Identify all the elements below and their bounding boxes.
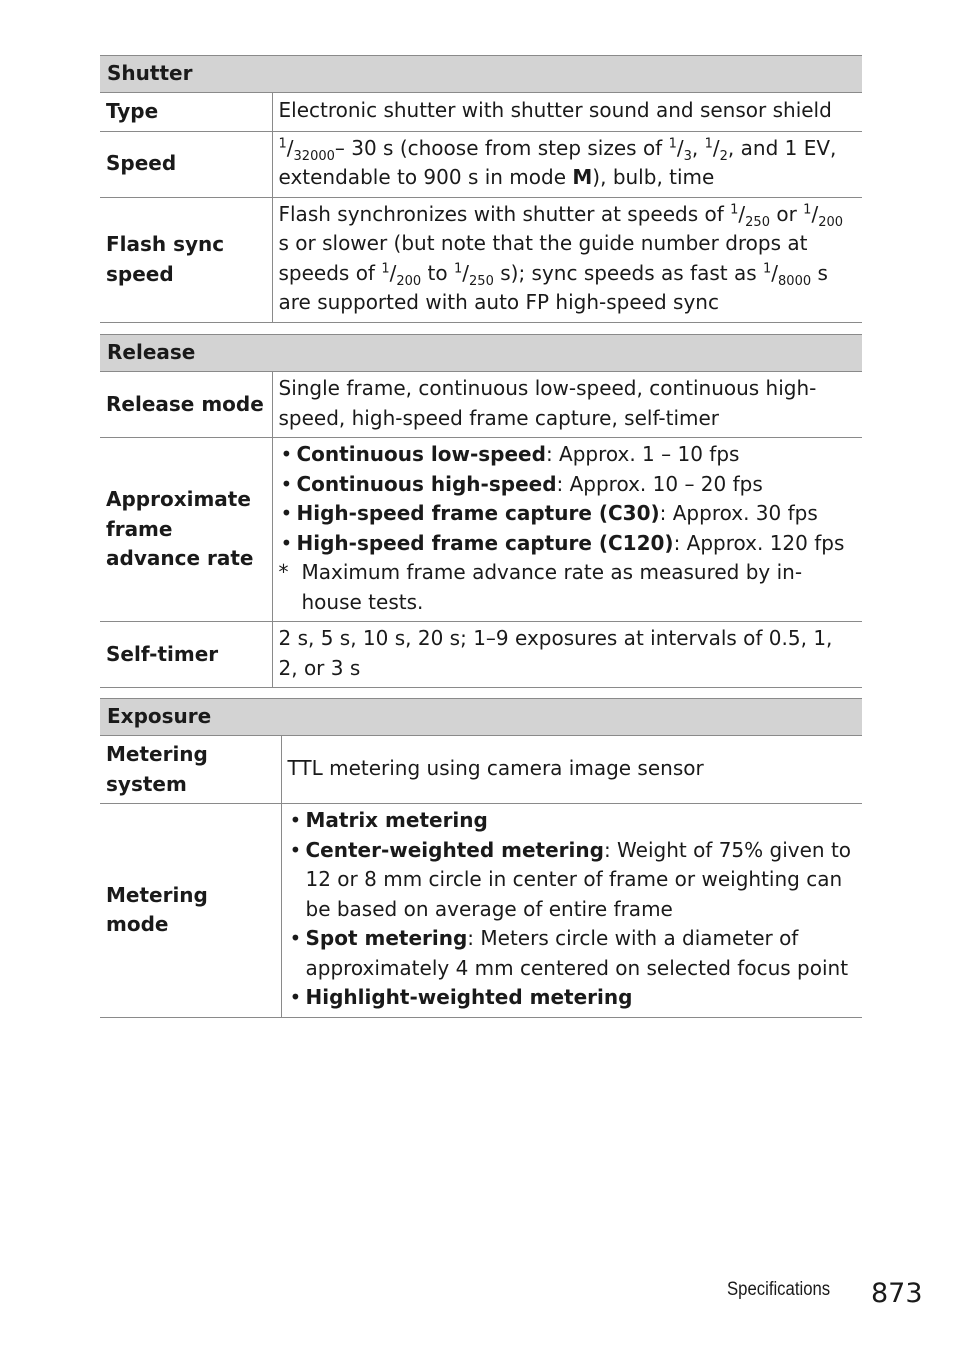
speed-value: $^1/_{32000}-$ 30 s (choose from step sizes of $^1/_3$, $^1/_2$, and 1 EV, extendable to 900 s in mode M), bulb, time	[272, 131, 862, 197]
flash-sync-label: Flash sync speed	[100, 197, 272, 322]
release-section-header	[100, 335, 862, 372]
list-item: • Continuous high-speed: Approx. 10 – 20 fps	[279, 470, 857, 500]
type-value: Electronic shutter with shutter sound and sensor shield	[272, 93, 862, 132]
list-item: • High-speed frame capture (C120): Approx. 120 fps	[279, 529, 857, 559]
frame-rate-note: * Maximum frame advance rate as measured by in-house tests.	[278, 560, 803, 614]
table-row	[100, 438, 862, 622]
speed-label: Speed	[100, 131, 272, 197]
metering-mode-label: Metering mode	[100, 804, 281, 1018]
frame-rate-list	[279, 440, 857, 558]
list-item: • Continuous low-speed: Approx. 1 – 10 fps	[279, 440, 857, 470]
exposure-section-header	[100, 699, 862, 736]
table-row	[100, 93, 862, 132]
table-row	[100, 736, 862, 804]
self-timer-label: Self-timer	[100, 622, 272, 688]
shutter-section-header	[100, 56, 862, 93]
table-row	[100, 197, 862, 322]
release-mode-value: Single frame, continuous low-speed, continuous high-speed, high-speed frame capture, self-timer	[272, 372, 862, 438]
release-mode-label: Release mode	[100, 372, 272, 438]
metering-system-label: Metering system	[100, 736, 281, 804]
table-row	[100, 131, 862, 197]
table-row	[100, 804, 862, 1018]
metering-mode-list	[288, 806, 857, 1013]
flash-sync-value: Flash synchronizes with shutter at speeds of $^1/_{250}$ or $^1/_{200}$ s or slower (but note that the guide number drops at speeds of $^1/_{200}$ to $^1/_{250}$ s); sync speeds as fast as $^1/_{8000}$ s are supported with auto FP high-speed sync	[272, 197, 862, 322]
list-item: • Matrix metering	[288, 806, 857, 836]
self-timer-value: 2 s, 5 s, 10 s, 20 s; 1–9 exposures at intervals of 0.5, 1, 2, or 3 s	[272, 622, 862, 688]
list-item: • Center-weighted metering: Weight of 75% given to 12 or 8 mm circle in center of frame or weighting can be based on average of entire frame	[288, 836, 857, 925]
metering-system-value: TTL metering using camera image sensor	[281, 736, 862, 804]
frame-rate-label: Approximate frame advance rate	[100, 438, 272, 622]
exposure-title: Exposure	[100, 699, 862, 736]
metering-mode-value	[281, 804, 862, 1018]
frame-rate-value	[272, 438, 862, 622]
table-row	[100, 372, 862, 438]
list-item: • Spot metering: Meters circle with a diameter of approximately 4 mm centered on selected focus point	[288, 924, 857, 983]
footer-section-label: Specifications	[727, 1279, 831, 1300]
list-item: • High-speed frame capture (C30): Approx. 30 fps	[279, 499, 857, 529]
shutter-table	[100, 55, 862, 323]
exposure-table	[100, 698, 862, 1018]
type-label: Type	[100, 93, 272, 132]
table-row	[100, 622, 862, 688]
shutter-title: Shutter	[100, 56, 862, 93]
release-table	[100, 334, 862, 688]
release-title: Release	[100, 335, 862, 372]
list-item: • Highlight-weighted metering	[288, 983, 857, 1013]
page-number: 873	[871, 1278, 923, 1309]
note-asterisk: *	[278, 560, 289, 584]
